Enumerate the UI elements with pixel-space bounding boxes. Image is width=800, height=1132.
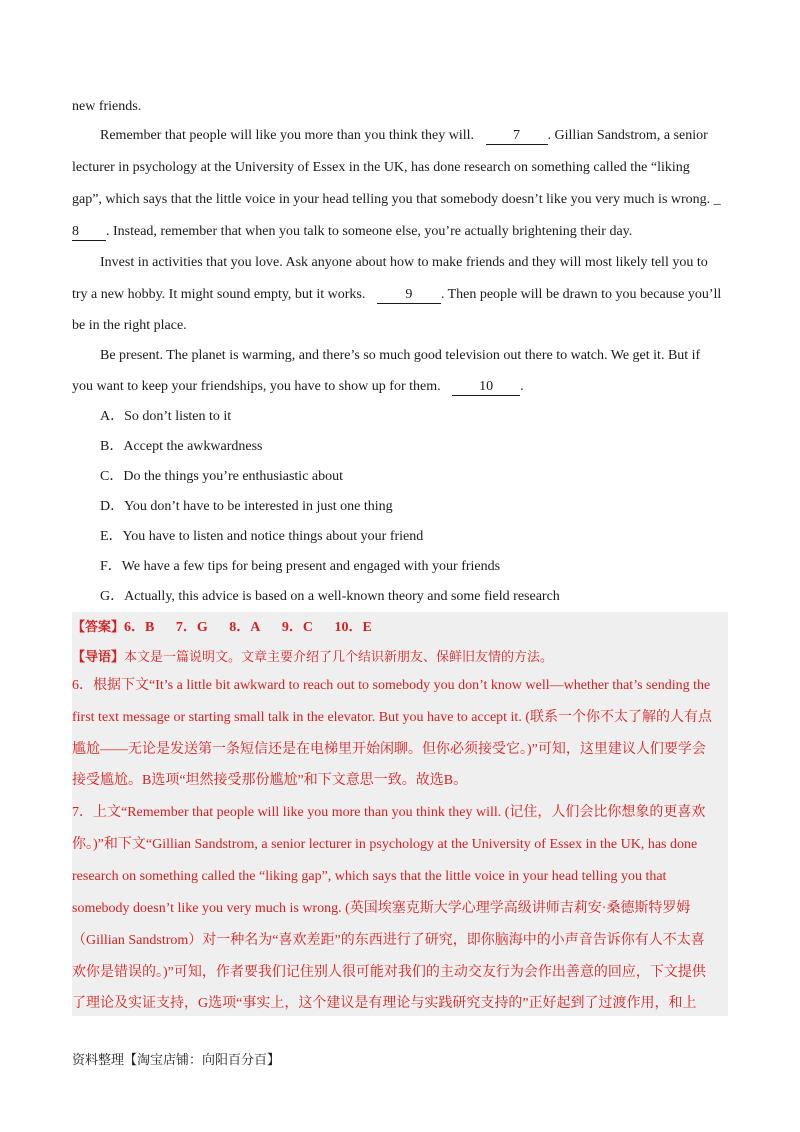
- guide-label: 【导语】: [72, 650, 125, 665]
- explanation-7-line: 欢你是错误的。)”可知，作者要我们记住别人很可能对我们的主动交友行为会作出善意的回应，下文提供: [72, 965, 706, 980]
- passage-text: Remember that people will like you more than you think they will.: [100, 128, 475, 143]
- guide-line: [72, 648, 553, 668]
- passage-paragraph: [72, 377, 524, 397]
- passage-text: _: [713, 192, 721, 207]
- option-e: E．You have to listen and notice things about your friend: [100, 529, 424, 544]
- passage-paragraph: [72, 190, 721, 210]
- explanation-7-line: 你。)”和下文“Gillian Sandstrom, a senior lecturer in psychology at the University of Essex in the UK, has done: [72, 837, 698, 852]
- answer-item: 7．G: [175, 620, 208, 635]
- answer-item: 8．A: [229, 620, 261, 635]
- passage-paragraph: [72, 222, 632, 242]
- passage-paragraph: [100, 126, 708, 146]
- blank-8: 8: [72, 224, 106, 241]
- passage-text: . Then people will be drawn to you because you’ll: [440, 287, 722, 302]
- blank-9: 9: [377, 287, 441, 304]
- explanation-6-line: first text message or starting small talk in the elevator. But you have to accept it. (联系一个你不太了解的人有点: [72, 710, 712, 725]
- answer-label: 【答案】: [72, 620, 125, 635]
- passage-text: try a new hobby. It might sound empty, but it works.: [72, 287, 366, 302]
- explanation-7-line: 了理论及实证支持，G选项“事实上，这个建议是有理论与实践研究支持的”正好起到了过渡作用，和上: [72, 996, 697, 1011]
- passage-text: .: [520, 379, 524, 394]
- explanation-6-line: 接受尴尬。B选项“坦然接受那份尴尬”和下文意思一致。故选B。: [72, 773, 468, 788]
- option-f: F．We have a few tips for being present and engaged with your friends: [100, 559, 501, 574]
- passage-text: . Gillian Sandstrom, a senior: [547, 128, 708, 143]
- guide-text: 本文是一篇说明文。文章主要介绍了几个结识新朋友、保鲜旧友情的方法。: [124, 650, 554, 665]
- explanation-6-line: 6．根据下文“It’s a little bit awkward to reach out to somebody you don’t know well—whether that’s sending the: [72, 678, 711, 693]
- option-b: B．Accept the awkwardness: [100, 439, 263, 454]
- passage-paragraph: [72, 285, 721, 305]
- explanation-7-line: （Gillian Sandstrom）对一种名为“喜欢差距”的东西进行了研究，即你脑海中的小声音告诉你有人不太喜: [72, 933, 705, 948]
- answer-item: 6．B: [124, 620, 155, 635]
- answer-line: [72, 618, 372, 638]
- passage-text: gap”, which says that the little voice in your head telling you that somebody doesn’t like you very much is wrong.: [72, 192, 711, 207]
- passage-text: you want to keep your friendships, you have to show up for them.: [72, 379, 441, 394]
- option-g: G．Actually, this advice is based on a well-known theory and some field research: [100, 589, 560, 604]
- explanation-7-line: somebody doesn’t like you very much is wrong. (英国埃塞克斯大学心理学高级讲师吉莉安·桑德斯特罗姆: [72, 901, 691, 916]
- passage-text: Invest in activities that you love. Ask anyone about how to make friends and they will most likely tell you to: [100, 255, 708, 270]
- passage-text: . Instead, remember that when you talk to someone else, you’re actually brightening their day.: [106, 224, 633, 239]
- explanation-6-line: 尴尬——无论是发送第一条短信还是在电梯里开始闲聊。但你必须接受它。)”可知，这里建议人们要学会: [72, 742, 706, 757]
- option-c: C．Do the things you’re enthusiastic about: [100, 469, 344, 484]
- blank-10: 10: [452, 379, 520, 396]
- answer-item: 9．C: [281, 620, 313, 635]
- option-a: A．So don’t listen to it: [100, 409, 232, 424]
- page-footer: 资料整理【淘宝店铺：向阳百分百】: [72, 1053, 281, 1068]
- option-d: D．You don’t have to be interested in just one thing: [100, 499, 393, 514]
- passage-text: lecturer in psychology at the University of Essex in the UK, has done research on something called the “liking: [72, 160, 690, 175]
- passage-text: be in the right place.: [72, 318, 187, 333]
- explanation-7-line: research on something called the “liking gap”, which says that the little voice in your head telling you that: [72, 869, 667, 884]
- passage-text: new friends.: [72, 99, 142, 114]
- explanation-7-line: 7．上文“Remember that people will like you more than you think they will. (记住，人们会比你想象的更喜欢: [72, 805, 706, 820]
- passage-text: Be present. The planet is warming, and there’s so much good television out there to watch. We get it. But if: [100, 348, 701, 363]
- answer-item: 10．E: [334, 620, 372, 635]
- blank-7: 7: [486, 128, 548, 145]
